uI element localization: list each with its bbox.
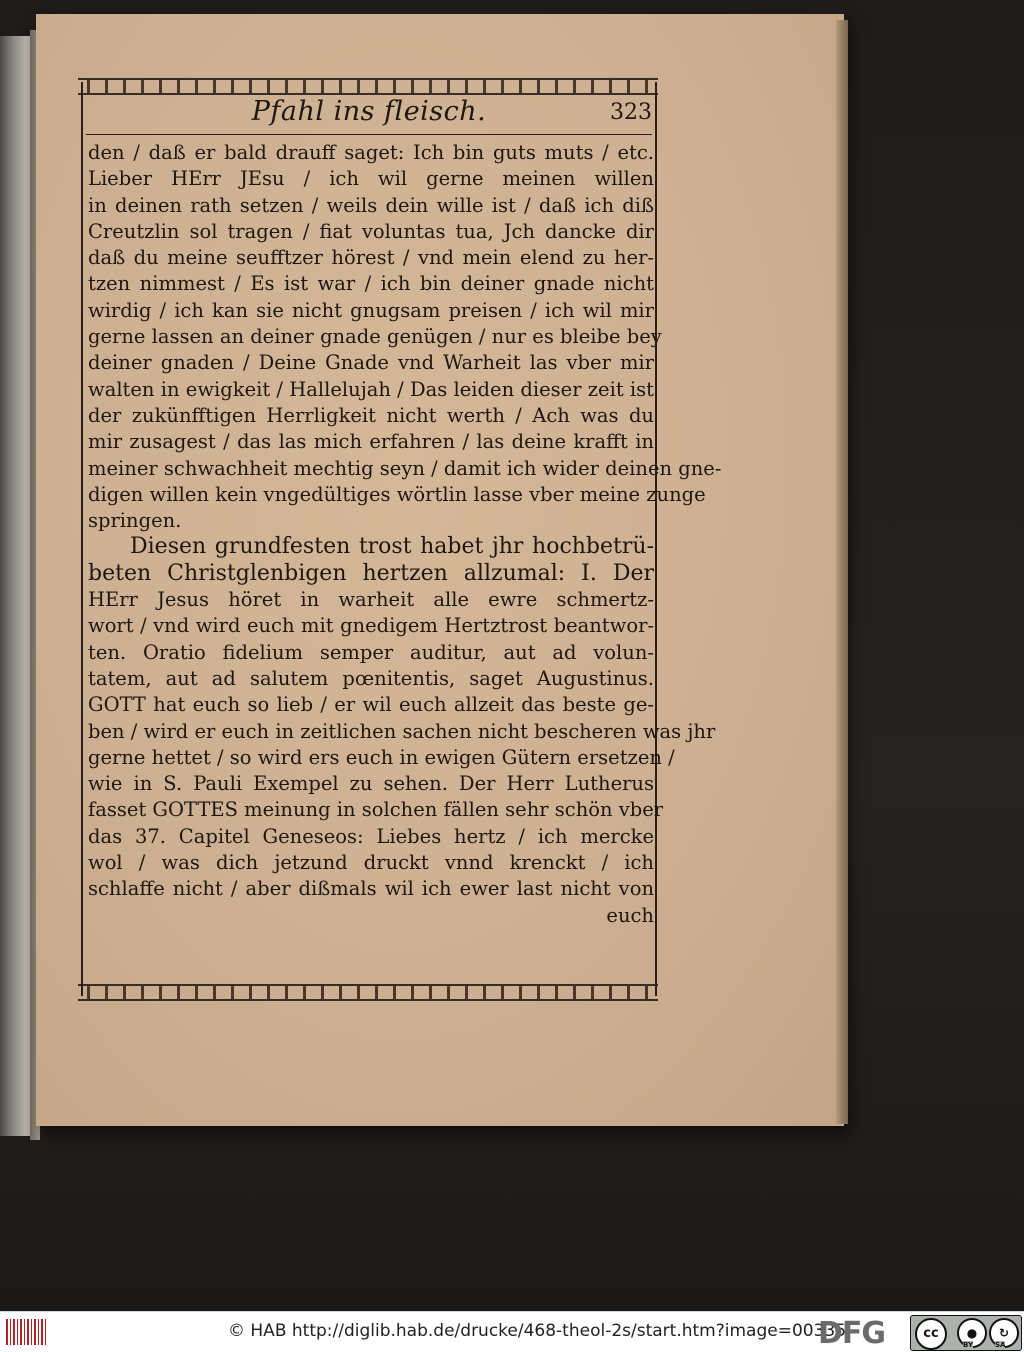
text-line: tzen nimmest / Es ist war / ich bin deiner gnade nicht [88,272,654,296]
text-line: walten in ewigkeit / Hallelujah / Das leiden dieser zeit ist [88,377,654,401]
text-line: gerne lassen an deiner gnade genügen / nur es bleibe bey [88,325,662,349]
page-right-fore-edge [836,20,848,1124]
text-line: das 37. Capitel Geneseos: Liebes hertz / ich mercke [88,824,654,848]
running-title: Pfahl ins fleisch. [251,96,487,127]
text-line: deiner gnaden / Deine Gnade vnd Warheit las vber mir [88,351,654,375]
text-line: Lieber HErr JEsu / ich wil gerne meinen willen [88,167,654,191]
text-line: beten Christglenbigen hertzen allzumal: I. Der [88,560,654,586]
page-number: 323 [610,100,652,125]
viewer-footer [0,1311,1024,1352]
text-line: wie in S. Pauli Exempel zu sehen. Der Herr Lutherus [88,772,654,796]
text-line: daß du meine seufftzer hörest / vnd mein elend zu her- [88,246,654,270]
text-line: wol / was dich jetzund druckt vnnd krenckt / ich [88,851,654,875]
text-line: wort / vnd wird euch mit gnedigem Hertztrost beantwor- [88,614,654,638]
creative-commons-icon: cc [915,1318,947,1350]
barcode-icon [6,1319,46,1345]
text-line: schlaffe nicht / aber dißmals wil ich ewer last nicht von [88,877,654,901]
cc-license-badge[interactable] [910,1315,1022,1351]
head-rule [86,134,652,135]
running-head [86,96,652,132]
text-line: Diesen grundfesten trost habet jhr hochbetrü- [130,534,654,560]
text-line: der zukünfftigen Herrligkeit nicht werth / Ach was du [88,403,654,427]
text-line: ten. Oratio fidelium semper auditur, aut ad volun- [88,640,654,664]
text-line: meiner schwachheit mechtig seyn / damit ich wider deinen gne- [88,456,722,480]
dfg-logo[interactable]: DFG [818,1316,886,1351]
permalink-link[interactable]: © HAB http://diglib.hab.de/drucke/468-theol-2s/start.htm?image=00335 [228,1321,847,1341]
text-line: springen. [88,509,182,533]
body-text [88,140,722,929]
text-line: in deinen rath setzen / weils dein wille ist / daß ich diß [88,193,654,217]
text-line: ben / wird er euch in zeitlichen sachen nicht bescheren was jhr [88,719,716,743]
text-line: gerne hettet / so wird ers euch in ewigen Gütern ersetzen / [88,745,675,769]
by-label: BY [963,1341,974,1349]
sa-label: SA [995,1341,1006,1349]
text-line: mir zusagest / das las mich erfahren / las deine krafft in [88,430,654,454]
bottom-ornament-rule [78,984,658,1001]
text-line: digen willen kein vngedültiges wörtlin lasse vber meine zunge [88,482,706,506]
text-line: HErr Jesus höret in warheit alle ewre schmertz- [88,588,654,612]
left-page-edge [0,36,34,1136]
text-line: GOTT hat euch so lieb / er wil euch allzeit das beste ge- [88,693,654,717]
text-line: den / daß er bald drauff saget: Ich bin guts muts / etc. [88,141,654,164]
text-line: fasset GOTTES meinung in solchen fällen sehr schön vber [88,798,664,822]
catchword: euch [606,903,654,927]
text-line: wirdig / ich kan sie nicht gnugsam preisen / ich wil mir [88,298,654,322]
text-line: tatem, aut ad salutem pœnitentis, saget Augustinus. [88,666,654,690]
share-alike-icon: ↻ [989,1318,1019,1348]
attribution-icon: ● [957,1318,987,1348]
text-line: Creutzlin sol tragen / fiat voluntas tua, Jch dancke dir [88,219,654,243]
